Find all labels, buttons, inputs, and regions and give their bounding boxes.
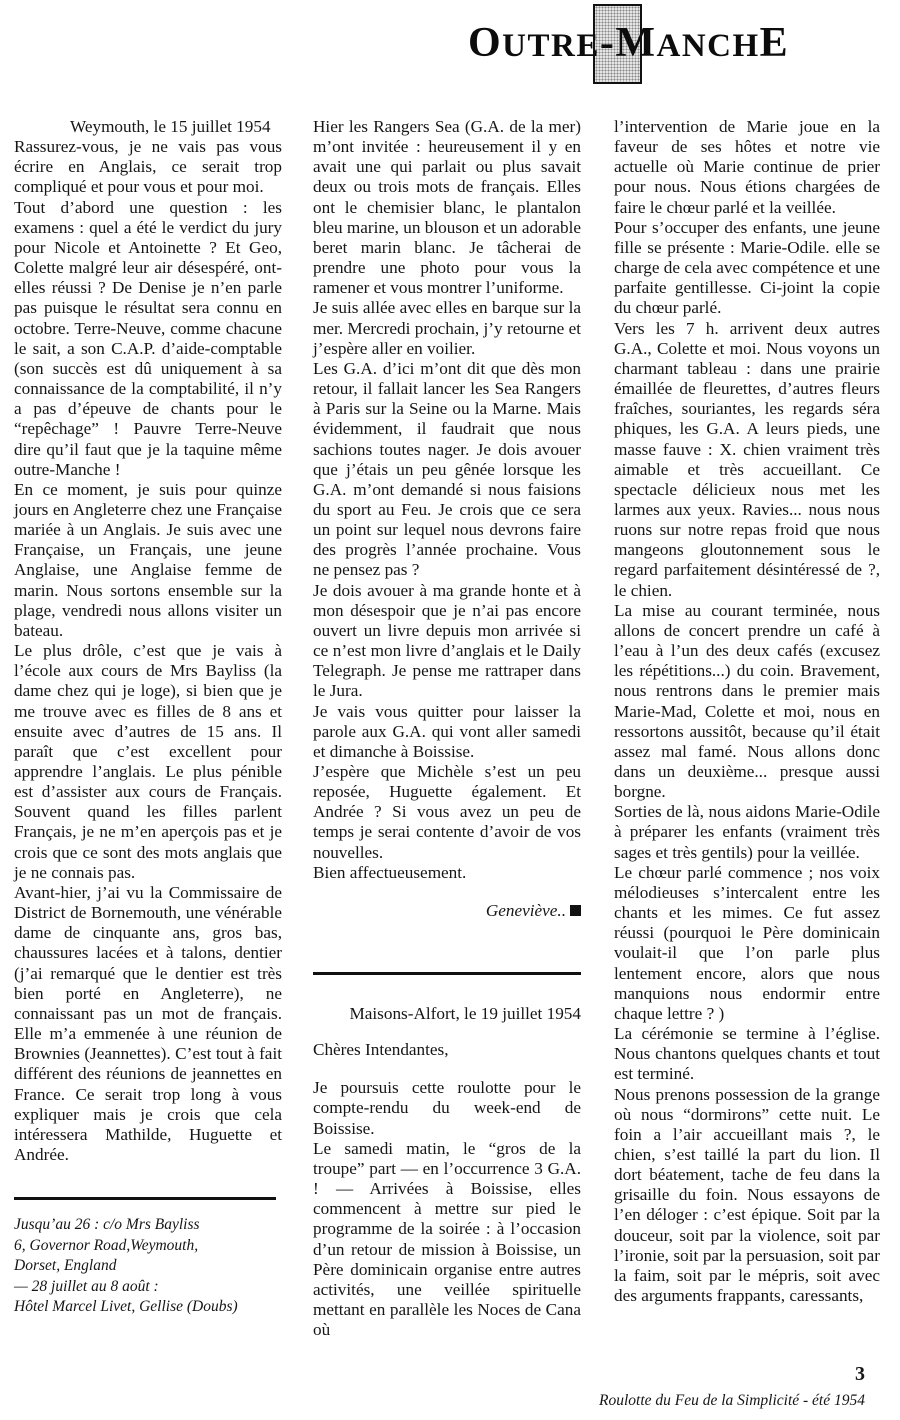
letter2-salutation: Chères Intendantes,: [313, 1040, 449, 1060]
address-line: Jusqu’au 26 : c/o Mrs Bayliss: [14, 1216, 200, 1233]
letter1-paragraph: Le plus drôle, c’est que je vais à l’école aux cours de Mrs Bayliss (la dame chez qui je loge), si bien que je me trouve avec es filles de 8 ans et ensuite avec d’autres de 15 ans. Il paraît que c’est excellent pour apprendre l’anglais. Le plus pénible est d’assister aux cours de Français. Souvent quand les filles parlent Français, je ne m’en aperçois pas et je crois que ce sont des mots anglais que je ne connais pas.: [14, 641, 282, 882]
letter1-paragraph: En ce moment, je suis pour quinze jours en Angleterre chez une Française mariée à un Anglais. Je suis avec une Française, un Français, une jeune Anglaise, une Anglaise femme de marin. Nous sortons ensemble sur la plage, vendredi nous allons visiter un bateau.: [14, 479, 282, 640]
signature: [313, 901, 581, 921]
letter2-paragraph: Pour s’occuper des enfants, une jeune fille se présente : Marie-Odile. elle se charge de cela avec compétence et une parfaite gentillesse. Ci-joint la copie du chœur parlé.: [614, 217, 880, 318]
letter2-paragraph: Je poursuis cette roulotte pour le compte-rendu du week-end de Boissise.: [313, 1078, 581, 1138]
end-mark-icon: [570, 905, 581, 916]
column-3: [614, 117, 880, 1306]
letter2-paragraph: La cérémonie se termine à l’église. Nous chantons quelques chants et tout est terminé.: [614, 1024, 880, 1084]
letter2-paragraph: La mise au courant terminée, nous allons de concert prendre un café à l’eau à l’un des deux cafés (excusez les répétitions...) du coin. Bravement, nous rentrons dans le premier mais Marie-Mad, Colette et moi, nous en ressortons aussitôt, because qu’il était assez mal famé. Nous allons donc dans un deuxième... presque aussi borgne.: [614, 600, 880, 802]
letter2-paragraph: Sorties de là, nous aidons Marie-Odile à préparer les enfants (vraiment très sages et très gentils) pour la veillée.: [614, 802, 880, 862]
letter1-paragraph: Les G.A. d’ici m’ont dit que dès mon retour, il fallait lancer les Sea Rangers à Paris sur la Seine ou la Marne. Mais évidemment, il faudrait que nous sachions toutes nager. Je dois avouer que j’étais un peu gênée lorsque les G.A. m’ont demandé si nous faisions du sport au Feu. Je crois que ce sera un point sur lequel nous devrons faire des progrès l’année prochaine. Vous ne pensez pas ?: [313, 358, 581, 580]
letter1-paragraph: Tout d’abord une question : les examens : quel a été le verdict du jury pour Nicole et Antoinette ? Et Geo, Colette malgré leur air désespéré, ont-elles réussi ? De Denise je n’en parle pas puisque le résultat sera connu en octobre. Terre-Neuve, comme chacune le sait, a son C.A.P. d’aide-comptable (son succès est dû uniquement à sa connaissance de la comptabilité, il n’y a pas d’épeuve de chants pour le “repêchage” ! Pauvre Terre-Neuve dire qu’il faut que je la taquine même outre-Manche !: [14, 197, 282, 479]
page-title: OUTRE-MANCHE: [468, 20, 790, 66]
column-2: [313, 117, 581, 921]
letter2-paragraph: Le chœur parlé commence ; nos voix mélodieuses s’intercalent entre les chants et les mimes. Ce fut assez réussi (pourquoi le Père dominicain voulait-il que l’on parle plus lentement encore, alors que nous manquions nous endormir entre chaque lettre ? ): [614, 862, 880, 1023]
letter1-paragraph: J’espère que Michèle s’est un peu reposée, Huguette également. Et Andrée ? Si vous avez un peu de temps je serai contente d’avoir de vos nouvelles.: [313, 762, 581, 862]
column-2-letter2: [313, 1004, 581, 1340]
divider-rule: [14, 1197, 276, 1200]
letter1-date: Weymouth, le 15 juillet 1954: [70, 117, 271, 136]
letter1-paragraph: Avant-hier, j’ai vu la Commissaire de District de Bornemouth, une vénérable dame de cinquante ans, gros bas, chaussures lacées et à talons, dentier (j’ai remarqué que le dentier est très bien porté en Angleterre), ne connaissant pas un mot de français. Elle m’a emmenée à une réunion de Brownies (Jeannettes). C’est tout à fait différent des réunions de jeannettes en France. Ce serait trop long à vous expliquer mais je crois que cela intéressera Mathilde, Huguette et Andrée.: [14, 882, 282, 1164]
address-line: 6, Governor Road,Weymouth,: [14, 1236, 199, 1254]
address-line: Dorset, England: [14, 1257, 117, 1275]
divider-rule: [313, 972, 581, 975]
letter2-paragraph: l’intervention de Marie joue en la faveur de ses hôtes et notre vie actuelle où Marie continue de prier pour nous. Nous étions chargées de faire le chœur parlé et la veillée.: [614, 117, 880, 217]
address-line: — 28 juillet au 8 août :: [14, 1277, 159, 1295]
letter1-paragraph: Je vais vous quitter pour laisser la parole aux G.A. qui vont aller samedi et dimanche à Boissise.: [313, 701, 581, 761]
header: [0, 4, 900, 84]
letter2-date: Maisons-Alfort, le 19 juillet 1954: [349, 1004, 581, 1023]
letter2-paragraph: Vers les 7 h. arrivent deux autres G.A., Colette et moi. Nous voyons un charmant tableau : dans une prairie émaillée de fleurettes, d’autres fleurs fraîches, souriantes, les regards séra phiques, les G.A. A leurs pieds, une masse fauve : X. chien vraiment très aimable et très accueillant. Ce spectacle délicieux nous met les larmes aux yeux. Ravies... nous nous ruons sur notre repas froid que nous mangeons gloutonnement sous le regard parfaitement désintéressé de ?, le chien.: [614, 318, 880, 600]
letter1-paragraph: Je dois avouer à ma grande honte et à mon désespoir que je n’ai pas encore ouvert un livre depuis mon arrivée si ce n’est mon livre d’anglais et le Daily Telegraph. Je pense me rattraper dans le Jura.: [313, 580, 581, 701]
column-1: [14, 117, 282, 1165]
letter1-paragraph: Je suis allée avec elles en barque sur la mer. Mercredi prochain, j’y retourne et j’espère aller en voilier.: [313, 298, 581, 358]
page-number: 3: [855, 1363, 865, 1385]
address-block: [14, 1215, 284, 1318]
letter1-paragraph: Bien affectueusement.: [313, 862, 467, 882]
letter1-paragraph: Hier les Rangers Sea (G.A. de la mer) m’ont invitée : heureusement il y en avait une qui parlait ou plus savait deux ou trois mots de français. Elles ont le chemisier blanc, le plantalon bleu marine, un blouson et un adorable beret marin blanc. Je tâcherai de prendre une photo pour vous la ramener et vous montrer l’uniforme.: [313, 117, 581, 298]
letter2-paragraph: Le samedi matin, le “gros de la troupe” part — en l’occurrence 3 G.A. ! — Arrivées à Boissise, elles commencent à mettre sur pied le programme de la soirée : à l’occasion d’un retour de mission à Boissise, un Père dominicain organise entre autres activités, une veillée spirituelle mettant en parallèle les Noces de Cana où: [313, 1138, 581, 1340]
signature-text: Geneviève..: [485, 900, 566, 920]
letter1-paragraph: Rassurez-vous, je ne vais pas vous écrire en Anglais, ce serait trop compliqué et pour vous et pour moi.: [14, 137, 282, 197]
address-line: Hôtel Marcel Livet, Gellise (Doubs): [14, 1298, 238, 1316]
letter2-paragraph: Nous prenons possession de la grange où nous “dormirons” cette nuit. Le foin a l’air accueillant mais ?, le chien, s’est taillé la part du lion. Il dort béatement, tache de feu dans la grisaille du foin. Nous essayons de l’en déloger : c’est épique. Soit par la douceur, soit par la violence, soit par l’ironie, soit par la persuasion, soit par la faim, soit par le mépris, soit avec des arguments frappants, caressants,: [614, 1084, 880, 1306]
footer-caption: Roulotte du Feu de la Simplicité - été 1954: [598, 1392, 865, 1409]
